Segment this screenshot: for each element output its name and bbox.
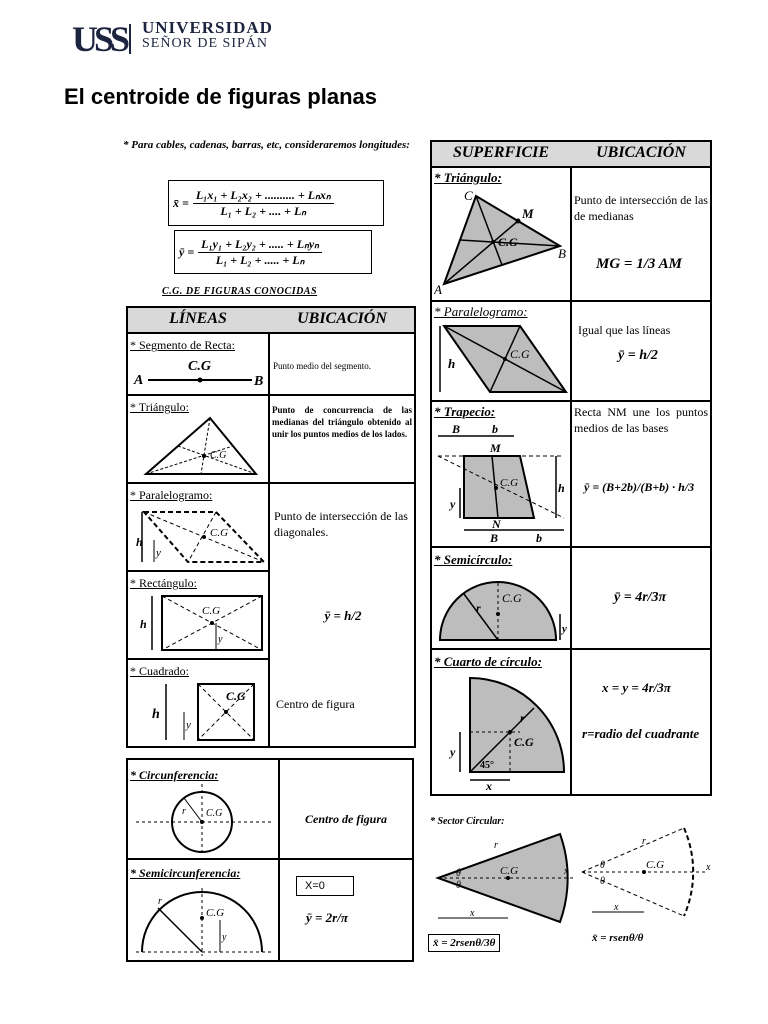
sector-area-diagram — [430, 828, 588, 932]
svg-text:M: M — [522, 206, 534, 221]
formula-x-denominator: L₁ + L₂ + .... + Lₙ — [220, 203, 307, 218]
lines-label-triangulo: * Triángulo: — [130, 400, 190, 414]
page-title: El centroide de figuras planas — [64, 84, 377, 109]
formula-x-lhs: x̄ = — [173, 195, 189, 210]
surface-formula-trapecio: ȳ = (B+2b)/(B+b) · h/3 — [584, 480, 695, 494]
svg-text:y: y — [450, 497, 456, 511]
svg-text:h: h — [152, 707, 160, 722]
svg-text:h: h — [558, 481, 565, 495]
surface-label-cuarto-circulo: * Cuarto de círculo: — [434, 654, 542, 669]
lines-label-rectangulo: * Rectángulo: — [130, 576, 197, 590]
svg-text:y: y — [186, 719, 191, 731]
surface-col-header-superficie: SUPERFICIE — [452, 144, 550, 161]
formula-y-numerator: L₁y₁ + L₂y₂ + ..... + Lₙyₙ — [198, 237, 322, 253]
formula-x-numerator: L₁x₁ + L₂x₂ + .......... + Lₙxₙ — [193, 188, 334, 204]
svg-text:r: r — [520, 711, 525, 725]
sector-label: * Sector Circular: — [430, 816, 505, 827]
lines-loc-paralelogramo: Punto de intersección de las diagonales. — [274, 509, 408, 539]
cables-note: * Para cables, cadenas, barras, etc, consideraremos longitudes: — [123, 139, 410, 151]
lines-label-segmento: * Segmento de Recta: — [130, 338, 235, 352]
svg-text:θ: θ — [600, 876, 605, 887]
label-B: B — [254, 374, 264, 389]
svg-text:y: y — [450, 745, 456, 759]
svg-text:r: r — [476, 601, 481, 615]
lines-table — [126, 306, 416, 748]
surface-col-header-ubicacion: UBICACIÓN — [596, 144, 686, 161]
surface-formula-paralelogramo: ȳ = h/2 — [618, 348, 658, 363]
svg-text:θ: θ — [600, 860, 605, 871]
svg-text:B: B — [452, 422, 461, 436]
formula-y-denominator: L₁ + L₂ + ..... + Lₙ — [215, 252, 305, 267]
svg-text:45°: 45° — [480, 760, 494, 771]
sector-area-formula: x̄ = 2rsenθ/3θ — [428, 934, 500, 952]
svg-text:x: x — [470, 908, 475, 919]
svg-text:y: y — [562, 623, 567, 635]
surface-formula-triangulo: MG = 1/3 AM — [596, 256, 682, 272]
svg-text:C.G: C.G — [502, 591, 522, 605]
sector-arc-formula: x̄ = rsenθ/θ — [592, 932, 644, 944]
logo-divider — [129, 24, 131, 54]
svg-text:C.G: C.G — [226, 689, 246, 703]
triangle-surface-diagram — [434, 186, 570, 298]
svg-text:C.G: C.G — [210, 527, 229, 539]
svg-text:h: h — [136, 535, 143, 549]
svg-text:y: y — [218, 634, 223, 645]
triangle-lines-diagram — [138, 414, 264, 478]
svg-text:h: h — [140, 617, 147, 631]
svg-text:θ: θ — [456, 880, 461, 891]
lines-loc-triangulo: Punto de concurrencia de las medianas del triángulo obtenido al unir los puntos medios de los lados. — [272, 405, 412, 439]
svg-text:C.G: C.G — [210, 450, 227, 461]
surface-label-triangulo: * Triángulo: — [434, 170, 502, 185]
surface-note-cuarto-circulo: r=radio del cuadrante — [582, 726, 700, 741]
segment-diagram — [132, 354, 266, 390]
surface-label-trapecio: * Trapecio: — [434, 404, 496, 419]
surface-table — [430, 140, 712, 796]
surface-formula-semicirculo: ȳ = 4r/3π — [614, 590, 667, 605]
semicircle-surface-diagram — [434, 570, 570, 646]
sector-arc-diagram — [572, 824, 712, 924]
circ-label-circunferencia: * Circunferencia: — [130, 768, 219, 782]
lines-col-header-ubicacion: UBICACIÓN — [297, 310, 387, 327]
circ-loc-semicircunferencia: ȳ = 2r/π — [306, 910, 348, 925]
formula-y-bar — [174, 230, 372, 274]
svg-text:x: x — [706, 862, 711, 873]
circumference-diagram — [136, 784, 276, 856]
svg-text:C.G: C.G — [206, 808, 223, 819]
svg-text:x: x — [614, 902, 619, 913]
svg-text:b: b — [492, 422, 498, 436]
surface-formula-cuarto-circulo: x = y = 4r/3π — [602, 680, 671, 695]
x-equals-zero-box: X=0 — [296, 876, 354, 896]
surface-loc-trapecio: Recta NM une los puntos medios de las bases — [574, 405, 708, 435]
svg-text:B: B — [558, 246, 566, 261]
lines-label-cuadrado: * Cuadrado: — [130, 664, 189, 678]
university-name-line1: UNIVERSIDAD — [142, 18, 273, 37]
svg-text:B: B — [490, 531, 499, 544]
lines-loc-cuadrado: Centro de figura — [276, 697, 355, 711]
square-lines-diagram — [132, 680, 266, 742]
svg-text:r: r — [494, 840, 498, 851]
university-name-line2: SEÑOR DE SIPÁN — [142, 36, 269, 51]
lines-label-paralelogramo: * Paralelogramo: — [130, 488, 213, 502]
formula-y-lhs: ȳ = — [179, 244, 195, 259]
label-A: A — [134, 373, 144, 388]
svg-text:x: x — [564, 866, 569, 877]
svg-text:C.G: C.G — [202, 605, 221, 617]
circ-loc-circunferencia: Centro de figura — [304, 812, 387, 826]
svg-text:x: x — [486, 779, 492, 792]
lines-col-header-lineas: LÍNEAS — [169, 310, 227, 327]
svg-text:θ: θ — [456, 868, 461, 879]
svg-text:h: h — [448, 356, 456, 371]
svg-text:C.G: C.G — [498, 235, 518, 249]
surface-loc-triangulo: Punto de intersección de las de medianas — [574, 193, 708, 223]
circ-label-semicircunferencia: * Semicircunferencia: — [130, 866, 241, 880]
lines-loc-segmento: Punto medio del segmento. — [273, 361, 371, 371]
svg-text:C: C — [464, 188, 473, 203]
surface-label-semicirculo: * Semicírculo: — [434, 552, 513, 567]
rectangle-lines-diagram — [132, 592, 266, 654]
lines-loc-rectangulo: ȳ = h/2 — [324, 608, 362, 623]
svg-text:N: N — [492, 517, 501, 531]
svg-text:C.G: C.G — [500, 477, 519, 489]
svg-text:b: b — [536, 531, 542, 544]
svg-text:y: y — [222, 932, 227, 943]
parallelogram-lines-diagram — [132, 504, 266, 566]
trapezoid-surface-diagram — [434, 420, 570, 544]
svg-text:C.G: C.G — [206, 907, 225, 919]
svg-text:r: r — [182, 806, 186, 817]
university-logo-mark: USS — [72, 19, 127, 59]
surface-loc-paralelogramo: Igual que las líneas — [578, 323, 671, 337]
label-cg: C.G — [188, 359, 211, 374]
svg-text:r: r — [158, 896, 162, 907]
svg-text:C.G: C.G — [646, 859, 665, 871]
svg-text:C.G: C.G — [500, 865, 519, 877]
circle-table — [126, 758, 414, 962]
svg-text:A: A — [434, 282, 442, 297]
svg-text:C.G: C.G — [510, 347, 530, 361]
formula-x-bar — [168, 180, 384, 226]
semicircumference-diagram — [136, 884, 276, 956]
quarter-circle-surface-diagram — [434, 672, 570, 792]
svg-text:y: y — [156, 547, 161, 559]
svg-text:r: r — [642, 836, 646, 847]
svg-text:C.G: C.G — [514, 735, 534, 749]
parallelogram-surface-diagram — [434, 322, 570, 398]
svg-text:M: M — [490, 441, 501, 455]
surface-label-paralelogramo: * Paralelogramo: — [434, 304, 528, 319]
known-figures-title: C.G. DE FIGURAS CONOCIDAS — [162, 286, 318, 297]
